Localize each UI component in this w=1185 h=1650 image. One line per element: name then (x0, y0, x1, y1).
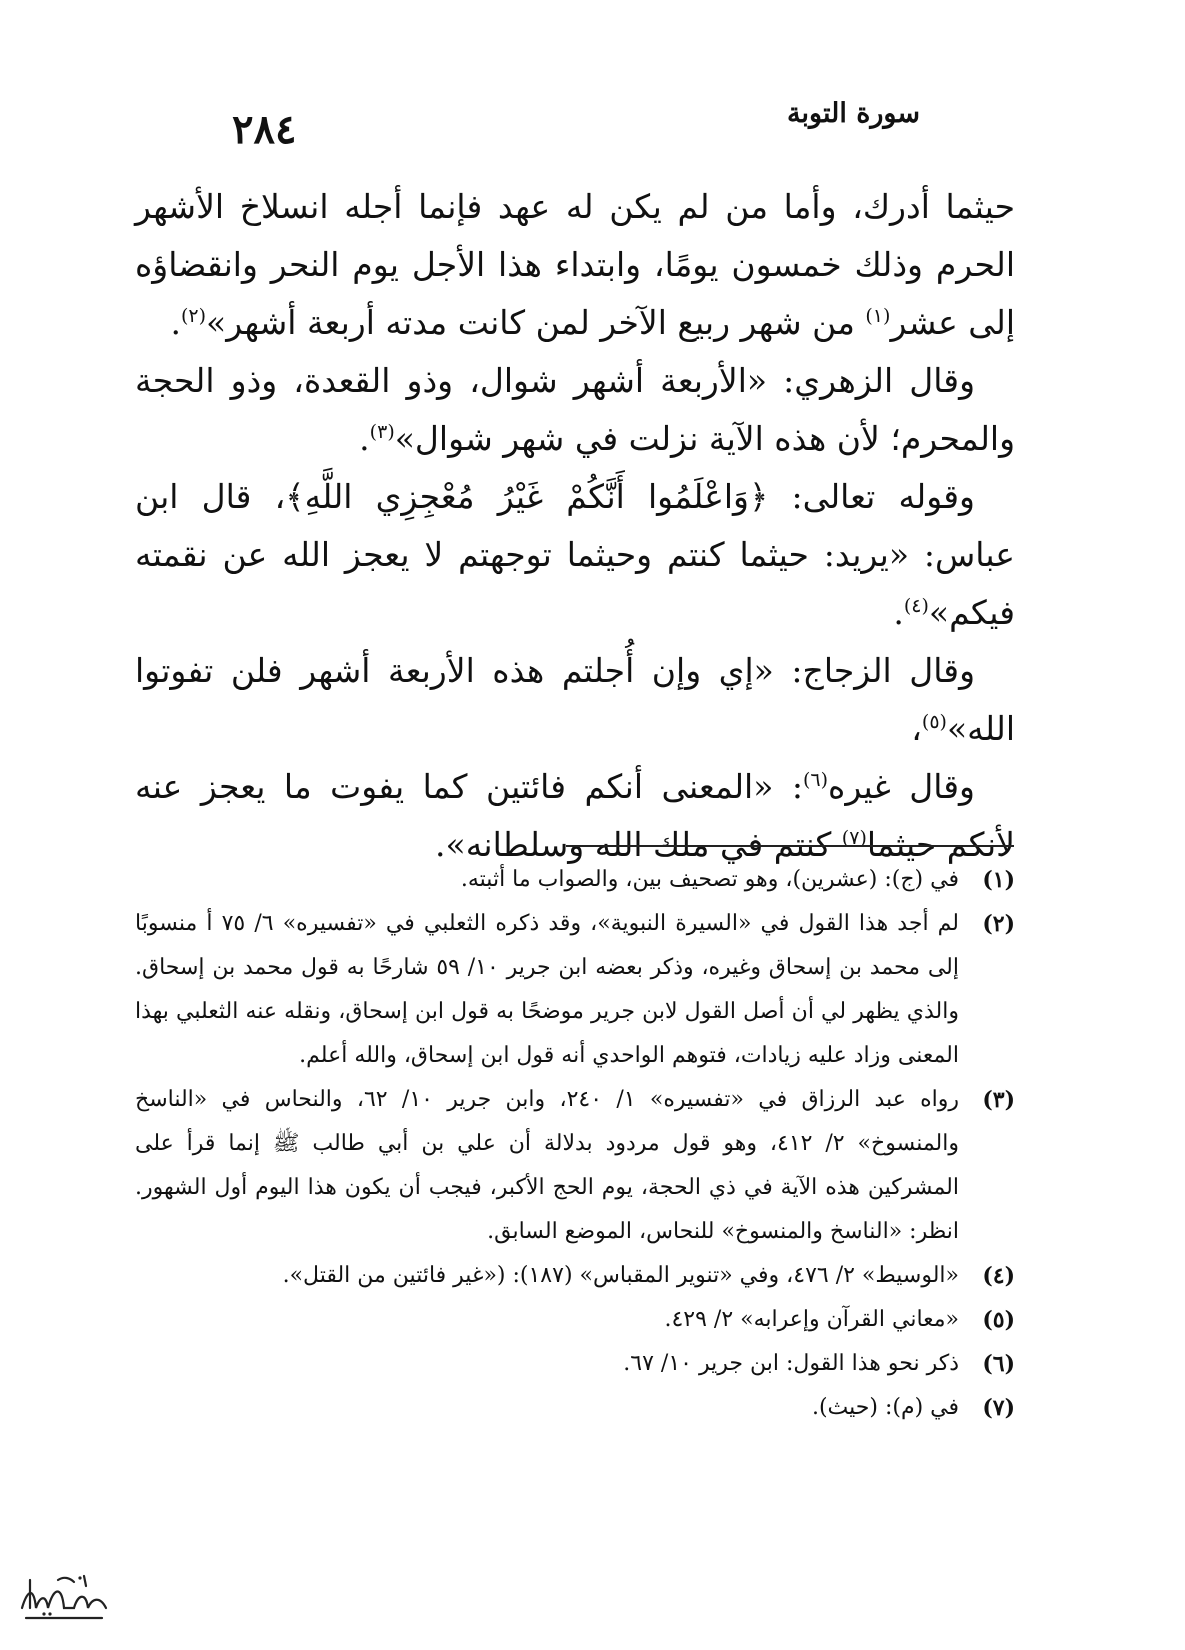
footnote-ref-3: (٣) (369, 421, 395, 443)
paragraph-1: حيثما أدرك، وأما من لم يكن له عهد فإنما أجله انسلاخ الأشهر الحرم وذلك خمسون يومًا، وابتداء هذا الأجل يوم النحر وانقضاؤه إلى عشر$^{(١)}$ من شهر ربيع الآخر لمن كانت مدته أربعة أشهر»$^{(٢)}$. (135, 187, 1015, 342)
footnote-divider (566, 845, 1014, 847)
footnote-6 (135, 1342, 1015, 1386)
footnote-text: ذكر نحو هذا القول: ابن جرير ١٠/ ٦٧. (623, 1351, 959, 1376)
publisher-logo-icon (14, 1568, 114, 1630)
footnote-number: (٣) (982, 1087, 1015, 1113)
footnote-text: في (م): (حيث). (811, 1395, 959, 1420)
page-number: ٢٨٤ (232, 106, 297, 153)
footnote-1 (135, 858, 1015, 902)
footnote-2 (135, 902, 1015, 1078)
footnote-5 (135, 1298, 1015, 1342)
paragraph-3: وقوله تعالى: ﴿وَاعْلَمُوا أَنَّكُمْ غَيْرُ مُعْجِزِي اللَّهِ﴾، قال ابن عباس: «يريد: حيثما كنتم وحيثما توجهتم لا يعجز الله عن نقمته فيكم»$^{(٤)}$. (135, 477, 1015, 632)
footnote-3 (135, 1078, 1015, 1254)
footnote-number: (٦) (982, 1351, 1015, 1377)
page-header (170, 98, 1030, 158)
footnote-number: (١) (982, 867, 1015, 893)
footnotes (135, 858, 1015, 1430)
main-text (135, 178, 1015, 874)
footnote-text: رواه عبد الرزاق في «تفسيره» ١/ ٢٤٠، وابن جرير ١٠/ ٦٢، والنحاس في «الناسخ والمنسوخ» ٢/ ٤١٢، وهو قول مردود بدلالة أن علي بن أبي طالب ﷺ إنما قرأ على المشركين هذه الآية في ذي الحجة، يوم الحج الأكبر، فيجب أن يكون هذا اليوم أول الشهور. انظر: «الناسخ والمنسوخ» للنحاس، الموضع السابق. (135, 1087, 960, 1244)
footnote-number: (٤) (982, 1263, 1015, 1289)
footnote-ref-6: (٦) (802, 769, 829, 791)
paragraph-5: وقال غيره$^{(٦)}$: «المعنى أنكم فائتين كما يفوت ما يعجز عنه لأنكم حيثما$^{(٧)}$ كنتم في ملك الله وسلطانه». (135, 767, 1015, 864)
footnote-ref-5: (٥) (921, 711, 947, 733)
paragraph-4: وقال الزجاج: «إي وإن أُجلتم هذه الأربعة أشهر فلن تفوتوا الله»$^{(٥)}$، (135, 651, 1015, 748)
footnote-ref-2: (٢) (180, 305, 207, 327)
running-title: سورة التوبة (787, 98, 920, 129)
footnote-text: في (ج): (عشرين)، وهو تصحيف بين، والصواب ما أثبته. (460, 867, 959, 892)
footnote-ref-1: (١) (865, 305, 891, 327)
footnote-ref-7: (٧) (841, 827, 867, 849)
footnote-ref-4: (٤) (903, 595, 929, 617)
footnote-text: «الوسيط» ٢/ ٤٧٦، وفي «تنوير المقباس» (١٨٧): («غير فائتين من القتل». (282, 1263, 959, 1288)
footnote-7 (135, 1386, 1015, 1430)
paragraph-2: وقال الزهري: «الأربعة أشهر شوال، وذو القعدة، وذو الحجة والمحرم؛ لأن هذه الآية نزلت في شهر شوال»$^{(٣)}$. (135, 361, 1015, 458)
footnote-text: «معاني القرآن وإعرابه» ٢/ ٤٢٩. (664, 1307, 959, 1332)
footnote-text: لم أجد هذا القول في «السيرة النبوية»، وقد ذكره الثعلبي في «تفسيره» ٦/ ٧٥ أ منسوبًا إلى محمد بن إسحاق وغيره، وذكر بعضه ابن جرير ١٠/ ٥٩ شارحًا به قول محمد بن إسحاق. والذي يظهر لي أن أصل القول لابن جرير موضحًا به قول ابن إسحاق، ونقله عنه الثعلبي بهذا المعنى وزاد عليه زيادات، فتوهم الواحدي أنه قول ابن إسحاق، والله أعلم. (135, 911, 960, 1068)
footnote-4 (135, 1254, 1015, 1298)
footnote-number: (٧) (982, 1395, 1015, 1421)
footnote-number: (٢) (982, 911, 1015, 937)
footnote-number: (٥) (982, 1307, 1015, 1333)
